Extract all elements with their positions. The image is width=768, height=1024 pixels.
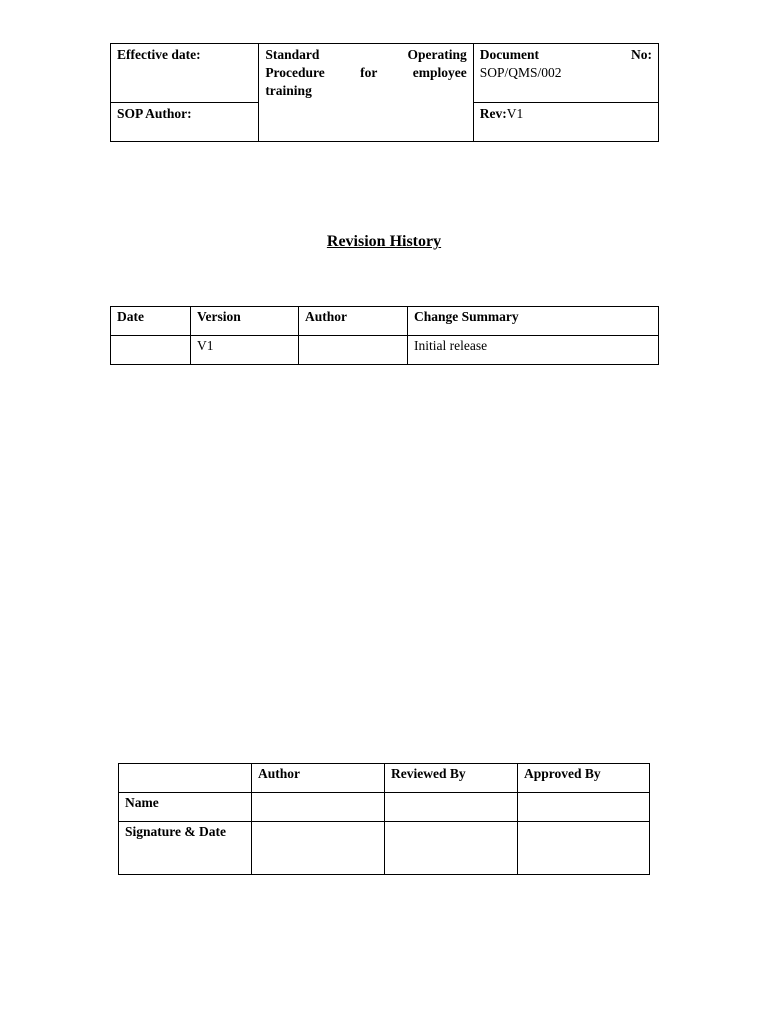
table-cell [299, 336, 408, 365]
revision-history-table [110, 306, 659, 365]
title-word: for [360, 65, 378, 80]
table-cell: Initial release [408, 336, 659, 365]
column-header: Date [111, 307, 191, 336]
sop-title-cell [259, 44, 473, 142]
row-label: Signature & Date [119, 822, 252, 875]
table-cell: V1 [191, 336, 299, 365]
table-cell [518, 793, 650, 822]
title-word: Operating [407, 47, 467, 62]
title-word: Procedure [265, 65, 325, 80]
document-label: No: [631, 47, 652, 62]
column-header: Change Summary [408, 307, 659, 336]
table-cell [385, 822, 518, 875]
title-word: training [265, 83, 312, 98]
table-cell [385, 793, 518, 822]
column-header: Author [252, 764, 385, 793]
table-cell [252, 822, 385, 875]
column-header: Approved By [518, 764, 650, 793]
title-word: employee [412, 65, 467, 80]
title-word: Standard [265, 47, 320, 62]
table-cell [252, 793, 385, 822]
column-header: Version [191, 307, 299, 336]
document-number: SOP/QMS/002 [479, 65, 562, 80]
effective-date-label: Effective date: [117, 47, 201, 62]
sop-author-label: SOP Author: [117, 106, 192, 121]
rev-label: Rev: [479, 106, 507, 121]
document-number-cell [473, 44, 658, 103]
column-header: Author [299, 307, 408, 336]
table-cell [111, 336, 191, 365]
row-label: Name [119, 793, 252, 822]
rev-value: V1 [506, 106, 524, 121]
table-header-row [119, 764, 650, 793]
table-cell [518, 822, 650, 875]
table-row [119, 822, 650, 875]
table-row [119, 793, 650, 822]
table-header-row [111, 307, 659, 336]
sop-author-cell [111, 103, 259, 142]
document-label: Document [479, 47, 539, 62]
column-header [119, 764, 252, 793]
effective-date-cell [111, 44, 259, 103]
column-header: Reviewed By [385, 764, 518, 793]
revision-history-title: Revision History [326, 233, 442, 250]
header-table [110, 43, 659, 142]
table-row [111, 336, 659, 365]
signatures-table [118, 763, 650, 875]
revision-cell [473, 103, 658, 142]
